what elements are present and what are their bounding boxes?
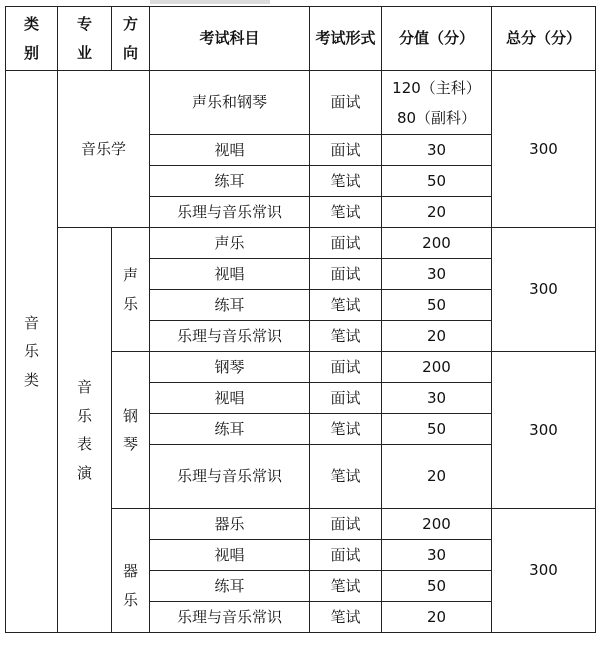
header-score: 分值（分）	[382, 7, 492, 71]
header-direction-text: 方 向	[122, 15, 138, 62]
header-total: 总分（分）	[492, 7, 596, 71]
subject-cell: 乐理与音乐常识	[150, 445, 310, 509]
score-cell: 50	[382, 571, 492, 602]
form-cell: 面试	[310, 228, 382, 259]
score-cell: 200	[382, 509, 492, 540]
score-main: 120（主科）	[392, 78, 481, 97]
total-cell: 300	[492, 228, 596, 352]
header-form-text: 考试形式	[315, 29, 376, 48]
form-cell: 面试	[310, 352, 382, 383]
major-cell-music-studies: 音乐学	[58, 71, 150, 228]
table-row	[6, 71, 596, 135]
header-category-text: 类 别	[23, 15, 39, 62]
score-cell: 20	[382, 321, 492, 352]
direction-piano-text: 钢 琴	[122, 406, 138, 453]
header-category	[6, 7, 58, 71]
subject-cell: 练耳	[150, 166, 310, 197]
table-row	[6, 228, 596, 259]
form-cell: 面试	[310, 540, 382, 571]
score-secondary: 80（副科）	[396, 108, 477, 127]
header-form	[310, 7, 382, 71]
header-major	[58, 7, 112, 71]
direction-cell-piano	[112, 352, 150, 509]
subject-cell: 视唱	[150, 383, 310, 414]
score-cell: 30	[382, 135, 492, 166]
form-cell: 笔试	[310, 602, 382, 633]
total-cell: 300	[492, 509, 596, 633]
score-cell: 20	[382, 445, 492, 509]
score-cell: 50	[382, 414, 492, 445]
form-cell: 笔试	[310, 445, 382, 509]
form-cell: 面试	[310, 71, 382, 135]
subject-cell: 乐理与音乐常识	[150, 321, 310, 352]
score-cell: 200	[382, 228, 492, 259]
score-cell: 30	[382, 383, 492, 414]
header-row	[6, 7, 596, 71]
cropped-title-fragment	[150, 0, 270, 4]
score-cell: 200	[382, 352, 492, 383]
subject-cell: 练耳	[150, 571, 310, 602]
header-direction	[112, 7, 150, 71]
total-cell: 300	[492, 352, 596, 509]
form-cell: 笔试	[310, 290, 382, 321]
major-performance-text: 音 乐 表 演	[76, 378, 92, 482]
subject-cell: 练耳	[150, 414, 310, 445]
form-cell: 笔试	[310, 571, 382, 602]
subject-cell: 乐理与音乐常识	[150, 602, 310, 633]
subject-cell: 钢琴	[150, 352, 310, 383]
form-cell: 笔试	[310, 197, 382, 228]
direction-cell-instrument	[112, 509, 150, 633]
score-cell: 50	[382, 166, 492, 197]
subject-cell: 器乐	[150, 509, 310, 540]
category-text: 音 乐 类	[23, 313, 39, 389]
form-cell: 笔试	[310, 166, 382, 197]
form-cell: 面试	[310, 135, 382, 166]
subject-cell: 声乐	[150, 228, 310, 259]
form-cell: 笔试	[310, 414, 382, 445]
header-subject: 考试科目	[150, 7, 310, 71]
subject-cell: 乐理与音乐常识	[150, 197, 310, 228]
score-cell: 50	[382, 290, 492, 321]
score-cell: 20	[382, 602, 492, 633]
subject-cell: 视唱	[150, 540, 310, 571]
subject-cell: 声乐和钢琴	[150, 71, 310, 135]
direction-cell-vocal	[112, 228, 150, 352]
header-major-text: 专 业	[76, 15, 92, 62]
form-cell: 面试	[310, 259, 382, 290]
direction-vocal-text: 声 乐	[122, 266, 138, 313]
score-cell	[382, 71, 492, 135]
score-cell: 30	[382, 259, 492, 290]
score-cell: 30	[382, 540, 492, 571]
exam-table	[5, 6, 596, 633]
subject-cell: 视唱	[150, 259, 310, 290]
subject-cell: 练耳	[150, 290, 310, 321]
score-cell: 20	[382, 197, 492, 228]
subject-cell: 视唱	[150, 135, 310, 166]
form-cell: 面试	[310, 509, 382, 540]
form-cell: 面试	[310, 383, 382, 414]
form-cell: 笔试	[310, 321, 382, 352]
direction-instrument-text: 器 乐	[122, 562, 138, 609]
category-cell	[6, 71, 58, 633]
total-cell: 300	[492, 71, 596, 228]
major-cell-music-performance	[58, 228, 112, 633]
